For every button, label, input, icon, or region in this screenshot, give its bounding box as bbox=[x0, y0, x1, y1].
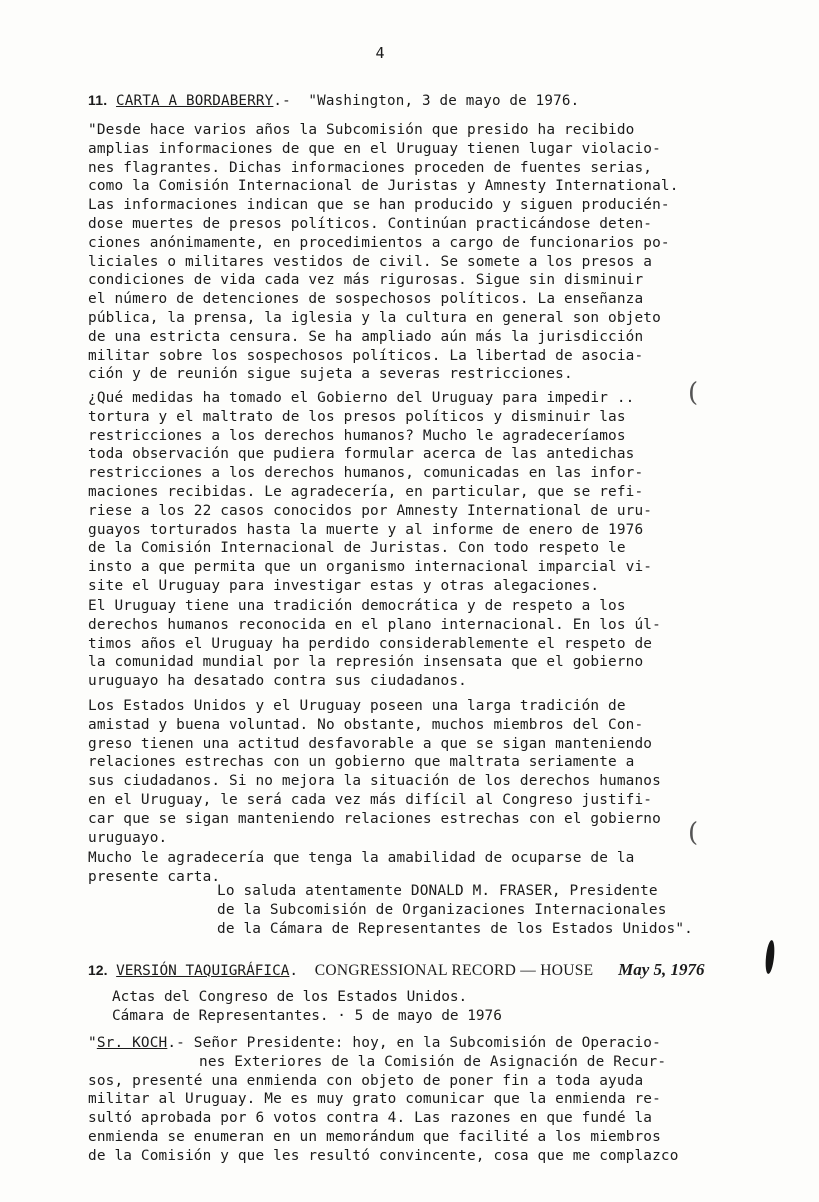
text-line: ¿Qué medidas ha tomado el Gobierno del Uruguay para impedir .. bbox=[88, 390, 635, 406]
letter-paragraph-1 bbox=[88, 121, 740, 384]
actas-line: Cámara de Representantes. · 5 de mayo de 1976 bbox=[112, 1007, 502, 1024]
text-line: de la Comisión Internacional de Juristas. Con todo respeto le bbox=[88, 540, 626, 557]
text-line: uruguayo ha desatado contra sus ciudadanos. bbox=[88, 673, 467, 690]
koch-speech bbox=[88, 1034, 748, 1166]
text-line: Las informaciones indican que se han producido y siguen producién- bbox=[88, 197, 670, 214]
signature-line: de la Cámara de Representantes de los Estados Unidos". bbox=[217, 920, 693, 937]
section-12-title-suffix: . bbox=[289, 963, 299, 979]
congressional-record-header: CONGRESSIONAL RECORD — HOUSE bbox=[314, 962, 594, 979]
letter-paragraph-5 bbox=[88, 849, 740, 887]
text-line: maciones recibidas. Le agradecería, en particular, que se refi- bbox=[88, 483, 644, 500]
text-line: Los Estados Unidos y el Uruguay poseen una larga tradición de bbox=[88, 698, 626, 714]
page-number: 4 bbox=[375, 44, 385, 62]
text-line: como la Comisión Internacional de Juristas y Amnesty International. bbox=[88, 178, 679, 195]
text-line: militar al Uruguay. Me es muy grato comunicar que la enmienda re- bbox=[88, 1091, 661, 1108]
speech-opening: .- Señor Presidente: hoy, en la Subcomisión de Operacio- bbox=[167, 1035, 661, 1051]
text-line: sultó aprobada por 6 votos contra 4. Las razones en que fundé la bbox=[88, 1110, 653, 1127]
text-line: pública, la prensa, la iglesia y la cultura en general son objeto bbox=[88, 309, 661, 326]
text-line: timos años el Uruguay ha perdido considerablemente el respeto de bbox=[88, 635, 653, 652]
record-date: May 5, 1976 bbox=[618, 960, 705, 979]
section-12-number: 12. bbox=[88, 962, 108, 978]
actas-line: Actas del Congreso de los Estados Unidos. bbox=[112, 989, 468, 1005]
text-line: derechos humanos reconocida en el plano internacional. En los úl- bbox=[88, 616, 661, 633]
margin-bracket-mark: ( bbox=[688, 818, 699, 848]
signature-line: de la Subcomisión de Organizaciones Internacionales bbox=[217, 901, 667, 918]
text-line: insto a que permita que un organismo internacional imparcial vi- bbox=[88, 559, 653, 576]
letter-signature bbox=[217, 882, 757, 938]
text-line: el número de detenciones de sospechosos políticos. La enseñanza bbox=[88, 291, 644, 308]
speaker-name: Sr. KOCH bbox=[96, 1035, 168, 1051]
text-line: sos, presenté una enmienda con objeto de poner fin a toda ayuda bbox=[88, 1072, 644, 1089]
ink-blot bbox=[764, 940, 776, 975]
margin-bracket-mark: ( bbox=[688, 378, 699, 408]
section-11-heading bbox=[88, 92, 728, 109]
text-line: presente carta. bbox=[88, 868, 221, 885]
text-line: amplias informaciones de que en el Uruguay tienen lugar violacio- bbox=[88, 140, 661, 157]
section-11-title: CARTA A BORDABERRY bbox=[116, 93, 274, 109]
letter-paragraph-3 bbox=[88, 597, 740, 691]
text-line: "Desde hace varios años la Subcomisión que presido ha recibido bbox=[88, 122, 635, 138]
text-line: de la Comisión y que les resultó convincente, cosa que me complazco bbox=[88, 1147, 679, 1164]
text-line: tortura y el maltrato de los presos políticos y disminuir las bbox=[88, 408, 626, 425]
text-line: greso tienen una actitud desfavorable a que se sigan manteniendo bbox=[88, 735, 653, 752]
actas-block bbox=[112, 988, 712, 1026]
text-line: en el Uruguay, le será cada vez más difícil al Congreso justifi- bbox=[88, 791, 653, 808]
text-line: de una estricta censura. Se ha ampliado aún más la jurisdicción bbox=[88, 328, 644, 345]
section-12-title: VERSIÓN TAQUIGRÁFICA bbox=[116, 963, 290, 979]
text-line: site el Uruguay para investigar estas y otras alegaciones. bbox=[88, 577, 600, 594]
letter-dateline: "Washington, 3 de mayo de 1976. bbox=[308, 93, 580, 109]
text-line: ción y de reunión sigue sujeta a severas restricciones. bbox=[88, 366, 573, 383]
text-line: amistad y buena voluntad. No obstante, muchos miembros del Con- bbox=[88, 716, 644, 733]
text-line: la comunidad mundial por la represión insensata que el gobierno bbox=[88, 654, 644, 671]
section-12-heading bbox=[88, 960, 758, 980]
speech-first-line: "Sr. KOCH.- Señor Presidente: hoy, en la Subcomisión de Operacio- bbox=[88, 1035, 661, 1051]
signature-line: Lo saluda atentamente DONALD M. FRASER, Presidente bbox=[217, 883, 658, 899]
text-line: liciales o militares vestidos de civil. Se somete a los presos a bbox=[88, 253, 653, 270]
letter-paragraph-2 bbox=[88, 389, 740, 596]
text-line: Mucho le agradecería que tenga la amabilidad de ocuparse de la bbox=[88, 850, 635, 866]
text-line: relaciones estrechas con un gobierno que maltrata seriamente a bbox=[88, 754, 635, 771]
text-line: condiciones de vida cada vez más rigurosas. Sigue sin disminuir bbox=[88, 272, 644, 289]
text-line: dose muertes de presos políticos. Continúan practicándose deten- bbox=[88, 215, 653, 232]
text-line: nes Exteriores de la Comisión de Asignación de Recur- bbox=[199, 1053, 667, 1070]
text-line: enmienda se enumeran en un memorándum que facilité a los miembros bbox=[88, 1128, 661, 1145]
text-line: ciones anónimamente, en procedimientos a cargo de funcionarios po- bbox=[88, 234, 670, 251]
text-line: restricciones a los derechos humanos, comunicadas en las infor- bbox=[88, 465, 644, 482]
text-line: car que se sigan manteniendo relaciones estrechas con el gobierno bbox=[88, 810, 661, 827]
text-line: restricciones a los derechos humanos? Mucho le agradeceríamos bbox=[88, 427, 626, 444]
section-11-title-suffix: .- bbox=[273, 93, 291, 109]
text-line: sus ciudadanos. Si no mejora la situación de los derechos humanos bbox=[88, 773, 661, 790]
text-line: militar sobre los sospechosos políticos. La libertad de asocia- bbox=[88, 347, 644, 364]
letter-paragraph-4 bbox=[88, 697, 740, 847]
section-11-number: 11. bbox=[88, 92, 108, 108]
text-line: nes flagrantes. Dichas informaciones proceden de fuentes serias, bbox=[88, 159, 653, 176]
text-line: riese a los 22 casos conocidos por Amnesty International de uru- bbox=[88, 502, 653, 519]
text-line: guayos torturados hasta la muerte y al informe de enero de 1976 bbox=[88, 521, 644, 538]
text-line: uruguayo. bbox=[88, 829, 168, 846]
text-line: El Uruguay tiene una tradición democrática y de respeto a los bbox=[88, 598, 626, 614]
text-line: toda observación que pudiera formular acerca de las antedichas bbox=[88, 446, 635, 463]
